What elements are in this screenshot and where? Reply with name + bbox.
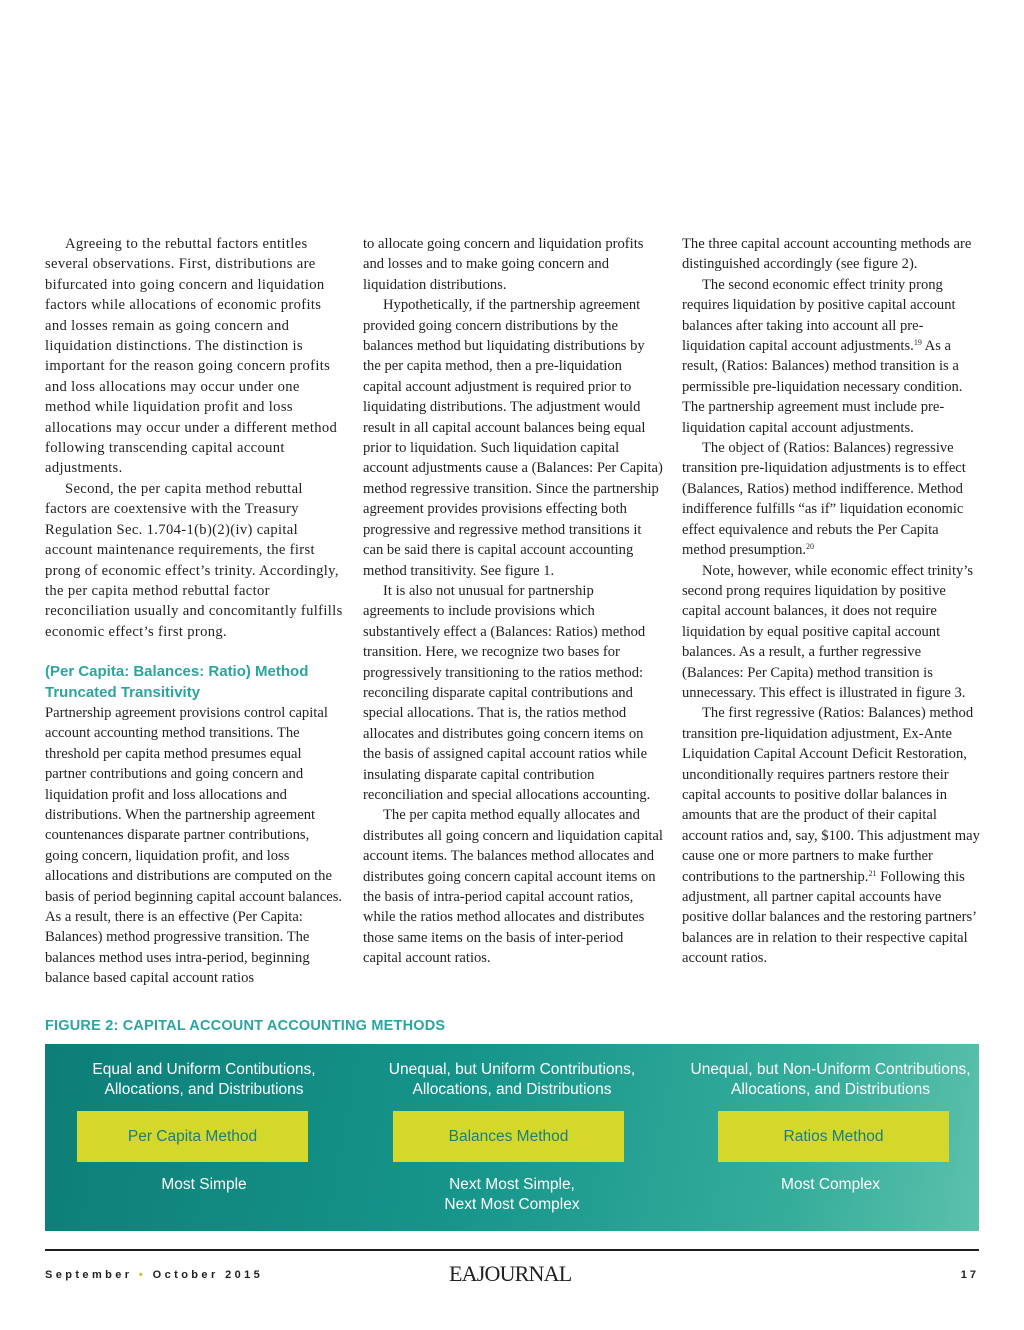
figure-column-header <box>672 1060 989 1099</box>
paragraph: Agreeing to the rebuttal factors entitles several observations. First, distributions are bifurcated into going concern and liquidation factors while allocations of economic profits and losses remain as going concern and liquidation distinctions. The distinction is important for the reason going concern profits and loss allocations may occur under one method while liquidation profit and loss allocations may occur under a different method following transcending capital account adjustments. <box>45 236 338 477</box>
section-heading: (Per Capita: Balances: Ratio) Method Truncated Transitivity <box>45 663 309 701</box>
figure-column-header <box>353 1060 671 1099</box>
note-line: Most Complex <box>780 1176 881 1193</box>
method-box-per-capita: Per Capita Method <box>77 1111 308 1162</box>
footnote-ref: 19 <box>913 338 922 348</box>
method-box-balances: Balances Method <box>393 1111 624 1162</box>
logo-journal: JOURNAL <box>476 1261 572 1286</box>
paragraph-text: The object of (Ratios: Balances) regressive transition pre-liquidation adjustments is to effect (Balances, Ratios) method indifference. Method indifference fulfills “as if” liquidation economic effect equivalence and rebuts the Per Capita method presumption. <box>682 440 966 559</box>
text-column-1 <box>45 234 345 989</box>
separator-dot: • <box>138 1269 147 1281</box>
ea-journal-logo <box>449 1261 571 1287</box>
paragraph-text: The second economic effect trinity prong requires liquidation by positive capital account balances after taking into account all pre-liquidation capital account adjustments. <box>682 276 956 355</box>
paragraph: Note, however, while economic effect trinity’s second prong requires liquidation by positive capital account balances, it does not require liquidation by equal positive capital account balances. As a result, a further regressive (Balances: Per Capita) method transition is unnecessary. This effect is illustrated in figure 3. <box>682 562 974 701</box>
issue-month: September <box>45 1269 133 1281</box>
complexity-note <box>672 1175 989 1195</box>
header-line: Allocations, and Distributions <box>730 1080 931 1098</box>
header-line: Unequal, but Non-Uniform Contributions, <box>690 1061 971 1078</box>
footer-rule <box>45 1249 979 1251</box>
header-line: Allocations, and Distributions <box>104 1080 304 1098</box>
paragraph: It is also not unusual for partnership agreements to include provisions which substantively effect a (Balances: Ratios) method transition. Here, we recognize two bases for progressively transitioning to the ratios method: reconciling disparate capital contributions and special allocations. That is, the ratios method allocates and distributes going concern items on the basis of assigned capital account ratios while insulating disparate capital contribution reconciliation and special allocations accounting. <box>363 582 651 803</box>
text-column-3 <box>682 234 982 969</box>
paragraph-text: As a result, (Ratios: Balances) method transition is a permissible pre-liquidation necessary condition. The partnership agreement must include pre-liquidation capital account adjustments. <box>682 338 963 436</box>
paragraph: to allocate going concern and liquidation profits and losses and to make going concern and liquidation distributions. <box>363 236 644 293</box>
paragraph: Second, the per capita method rebuttal factors are coextensive with the Treasury Regulation Sec. 1.704-1(b)(2)(iv) capital account maintenance requirements, the first prong of economic effect’s trinity. Accordingly, the per capita method rebuttal factor reconciliation usually and concomitantly fulfills economic effect’s first prong. <box>45 480 343 640</box>
paragraph <box>682 275 982 438</box>
figure-column-header <box>45 1060 363 1099</box>
paragraph <box>682 438 982 560</box>
logo-ea: EA <box>449 1261 477 1286</box>
note-line: Most Simple <box>161 1176 247 1193</box>
header-line: Allocations, and Distributions <box>412 1080 612 1098</box>
note-line: Next Most Simple, <box>449 1176 575 1193</box>
header-line: Unequal, but Uniform Contributions, <box>388 1061 636 1078</box>
paragraph: The three capital account accounting methods are distinguished accordingly (see figure 2). <box>682 236 972 273</box>
paragraph: The per capita method equally allocates and distributes all going concern and liquidation capital account items. The balances method allocates and distributes going concern capital account items on the basis of intra-period capital account ratios, while the ratios method allocates and distributes those same items on the basis of inter-period capital account ratios. <box>363 807 663 967</box>
text-column-2 <box>363 234 663 969</box>
paragraph: Partnership agreement provisions control capital account accounting method transitions. The threshold per capita method presumes equal partner contributions and going concern and liquidation profit and loss allocations and distributions. When the partnership agreement countenances disparate partner contributions, going concern, liquidation profit, and loss allocations and distributions are computed on the basis of period beginning capital account balances. As a result, there is an effective (Per Capita: Balances) method progressive transition. The balances method uses intra-period, beginning balance based capital account ratios <box>45 704 343 987</box>
page-number: 17 <box>960 1269 979 1281</box>
paragraph <box>682 703 982 968</box>
note-line: Next Most Complex <box>444 1195 580 1213</box>
method-box-ratios: Ratios Method <box>718 1111 949 1162</box>
figure-panel <box>45 1044 979 1231</box>
paragraph-text: Following this adjustment, all partner capital accounts have positive dollar balances and the restoring partners’ balances are in relation to their respective capital account ratios. <box>682 868 976 967</box>
issue-month-year: October 2015 <box>152 1269 264 1281</box>
complexity-note <box>45 1175 363 1195</box>
footnote-ref: 20 <box>806 542 815 552</box>
figure-title: FIGURE 2: CAPITAL ACCOUNT ACCOUNTING METHODS <box>45 1018 446 1034</box>
header-line: Equal and Uniform Contibutions, <box>92 1061 316 1078</box>
footnote-ref: 21 <box>868 868 877 878</box>
issue-date <box>45 1269 263 1281</box>
paragraph-text: The first regressive (Ratios: Balances) method transition pre-liquidation adjustment, Ex-Ante Liquidation Capital Account Deficit Restoration, unconditionally requires partners restore their capital accounts to positive dollar balances in amounts that are the product of their capital account ratios and, say, $100. This adjustment may cause one or more partners to make further contributions to the partnership. <box>682 705 980 885</box>
complexity-note <box>353 1175 671 1214</box>
paragraph: Hypothetically, if the partnership agreement provided going concern distributions by the balances method but liquidating distributions by the per capita method, then a pre-liquidation capital account adjustment is required prior to liquidating distributions. The adjustment would result in all capital account balances being equal prior to liquidation. Such liquidation capital account adjustments cause a (Balances: Per Capita) method regressive transition. Since the partnership agreement provides provisions effecting both progressive and regressive method transitions it can be said there is capital account accounting method transitivity. See figure 1. <box>363 297 663 579</box>
